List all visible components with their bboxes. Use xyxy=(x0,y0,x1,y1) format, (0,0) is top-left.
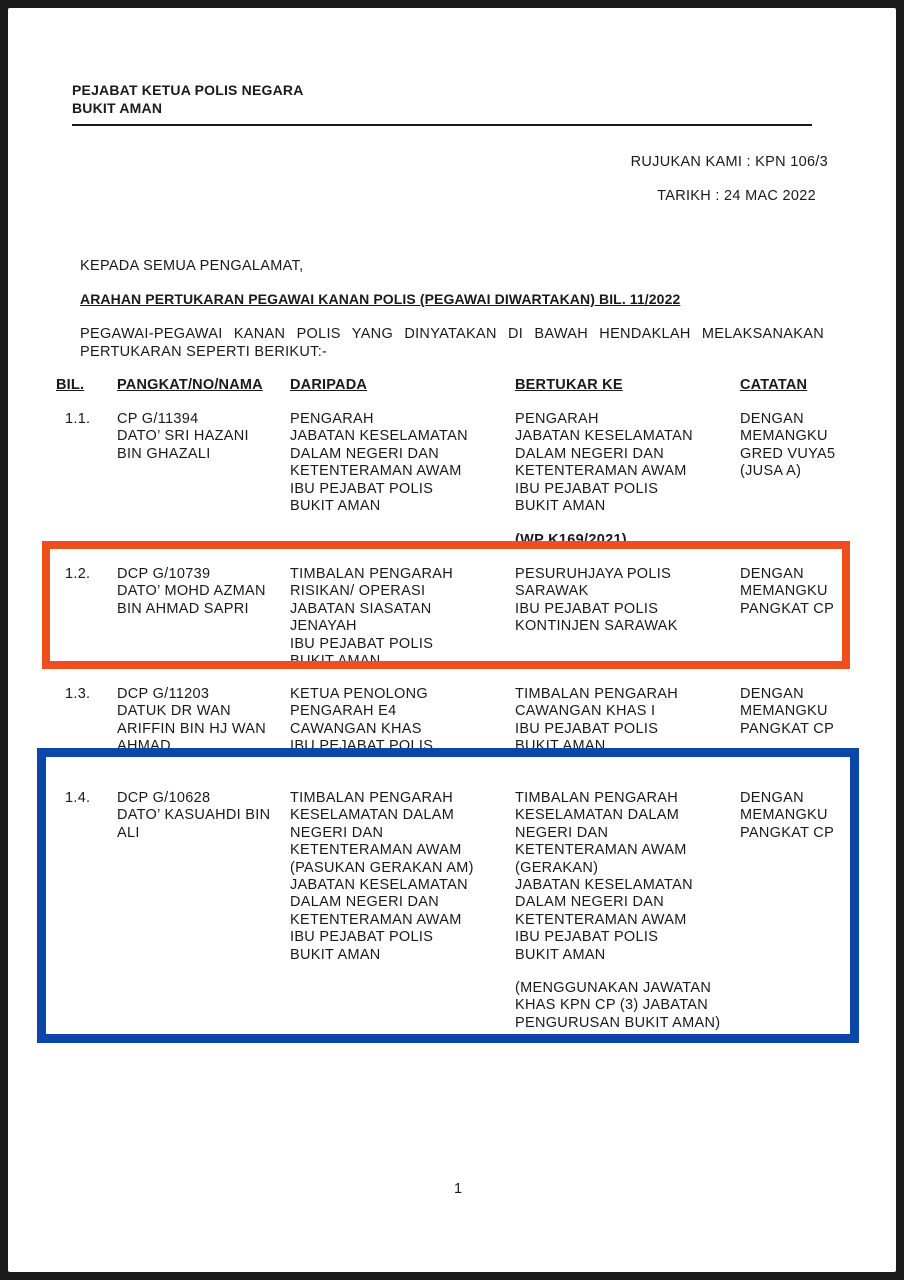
addressee: KEPADA SEMUA PENGALAMAT, xyxy=(80,258,304,274)
row-1-bil: 1.1. xyxy=(65,411,91,427)
red-highlight-box xyxy=(42,541,850,669)
row-3-daripada: KETUA PENOLONG PENGARAH E4 CAWANGAN KHAS IBU PEJABAT POLIS xyxy=(290,686,434,755)
intro-line-1: PEGAWAI-PEGAWAI KANAN POLIS YANG DINYATAKAN DI BAWAH HENDAKLAH MELAKSANAKAN xyxy=(80,326,824,342)
row-1-catatan: DENGAN MEMANGKU GRED VUYA5 (JUSA A) xyxy=(740,411,836,480)
row-4-catatan: DENGAN MEMANGKU PANGKAT CP xyxy=(740,790,835,841)
row-4-bertukar-note: (MENGGUNAKAN JAWATAN KHAS KPN CP (3) JABATAN PENGURUSAN BUKIT AMAN) xyxy=(515,980,721,1031)
row-3-catatan: DENGAN MEMANGKU PANGKAT CP xyxy=(740,686,835,737)
col-header-bil: BIL. xyxy=(56,377,85,393)
blue-highlight-box xyxy=(37,748,859,1043)
col-header-nama: PANGKAT/NO/NAMA xyxy=(117,377,263,393)
col-header-daripada: DARIPADA xyxy=(290,377,368,393)
letter-date: TARIKH : 24 MAC 2022 xyxy=(657,188,816,204)
office-name: PEJABAT KETUA POLIS NEGARA xyxy=(72,82,304,98)
row-1-nama: CP G/11394 DATO’ SRI HAZANI BIN GHAZALI xyxy=(117,411,249,462)
row-2-bil: 1.2. xyxy=(65,566,91,582)
subject-line: ARAHAN PERTUKARAN PEGAWAI KANAN POLIS (PEGAWAI DIWARTAKAN) BIL. 11/2022 xyxy=(80,291,681,307)
row-3-nama: DCP G/11203 DATUK DR WAN ARIFFIN BIN HJ WAN AHMAD xyxy=(117,686,267,755)
row-1-bertukar-note: (WP K169/2021) xyxy=(515,532,627,548)
row-3-bil: 1.3. xyxy=(65,686,91,702)
col-header-catatan: CATATAN xyxy=(740,377,808,393)
col-header-bertukar: BERTUKAR KE xyxy=(515,377,623,393)
page-number: 1 xyxy=(454,1181,463,1197)
row-4-nama: DCP G/10628 DATO’ KASUAHDI BIN ALI xyxy=(117,790,271,841)
row-2-bertukar: PESURUHJAYA POLIS SARAWAK IBU PEJABAT POLIS KONTINJEN SARAWAK xyxy=(515,566,678,635)
row-4-bil: 1.4. xyxy=(65,790,91,806)
row-2-daripada: TIMBALAN PENGARAH RISIKAN/ OPERASI JABATAN SIASATAN JENAYAH IBU PEJABAT POLIS BUKIT AMAN xyxy=(290,566,454,670)
intro-line-2: PERTUKARAN SEPERTI BERIKUT:- xyxy=(80,344,328,360)
row-4-daripada: TIMBALAN PENGARAH KESELAMATAN DALAM NEGERI DAN KETENTERAMAN AWAM (PASUKAN GERAKAN AM) JABATAN KESELAMATAN DALAM NEGERI DAN KETENTERAMAN AWAM IBU PEJABAT POLIS BUKIT AMAN xyxy=(290,790,474,963)
row-1-bertukar: PENGARAH JABATAN KESELAMATAN DALAM NEGERI DAN KETENTERAMAN AWAM IBU PEJABAT POLIS BUKIT AMAN xyxy=(515,411,693,515)
reference-number: RUJUKAN KAMI : KPN 106/3 xyxy=(630,154,828,170)
row-3-bertukar: TIMBALAN PENGARAH CAWANGAN KHAS I IBU PEJABAT POLIS BUKIT AMAN xyxy=(515,686,679,755)
row-4-bertukar: TIMBALAN PENGARAH KESELAMATAN DALAM NEGERI DAN KETENTERAMAN AWAM (GERAKAN) JABATAN KESELAMATAN DALAM NEGERI DAN KETENTERAMAN AWAM IBU PEJABAT POLIS BUKIT AMAN xyxy=(515,790,693,963)
row-2-catatan: DENGAN MEMANGKU PANGKAT CP xyxy=(740,566,835,617)
row-2-nama: DCP G/10739 DATO’ MOHD AZMAN BIN AHMAD SAPRI xyxy=(117,566,266,617)
header-divider xyxy=(72,124,812,126)
office-location: BUKIT AMAN xyxy=(72,100,163,116)
row-1-daripada: PENGARAH JABATAN KESELAMATAN DALAM NEGERI DAN KETENTERAMAN AWAM IBU PEJABAT POLIS BUKIT AMAN xyxy=(290,411,468,515)
